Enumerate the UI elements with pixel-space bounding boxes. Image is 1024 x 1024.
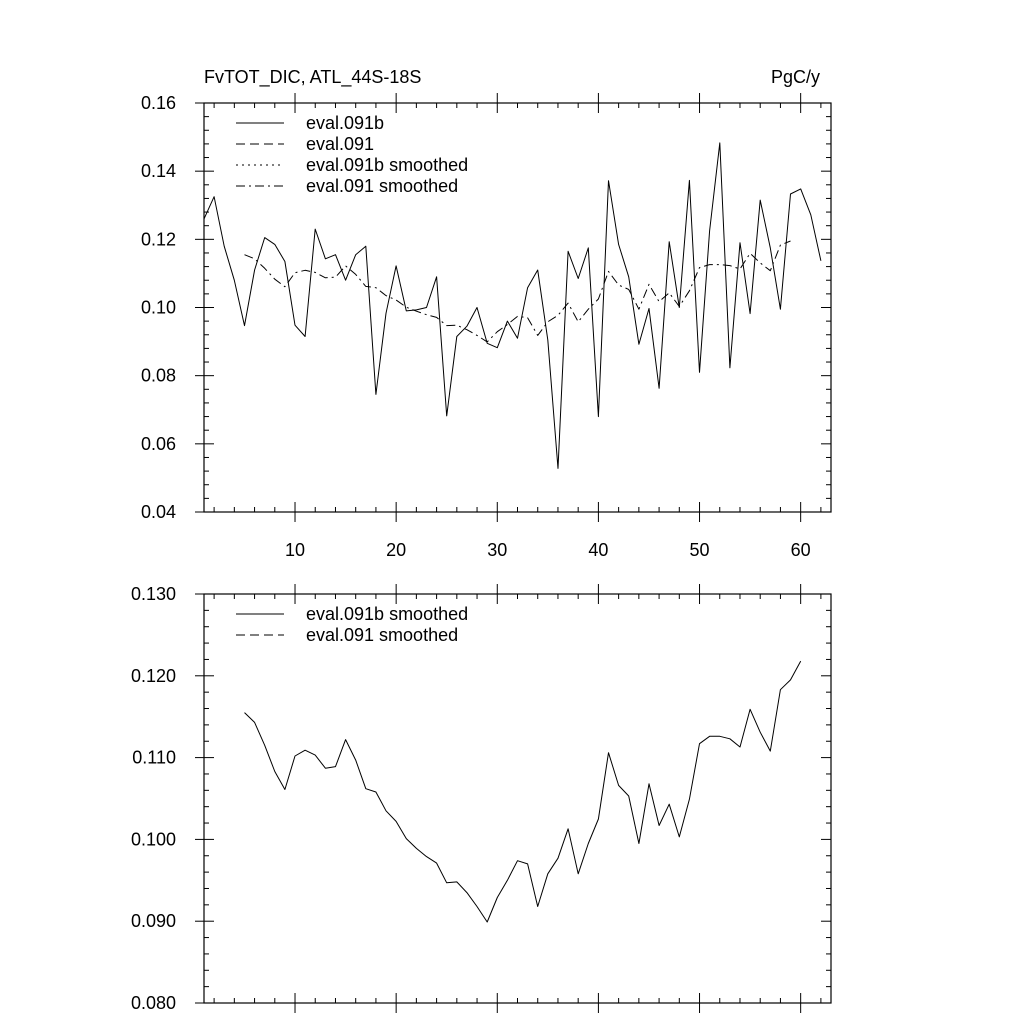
- y-tick-label: 0.10: [140, 297, 176, 318]
- y-tick-label: 0.110: [132, 747, 176, 768]
- chart-units-label: PgC/y: [770, 67, 820, 87]
- legend-label: eval.091b: [306, 113, 385, 133]
- y-tick-label: 0.06: [140, 433, 176, 454]
- series-line-eval-091b: [204, 143, 821, 469]
- legend-label: eval.091b smoothed: [306, 155, 469, 175]
- series-line-eval-091-smoothed: [245, 661, 801, 922]
- x-tick-label: 60: [790, 540, 811, 560]
- x-tick-label: 30: [487, 540, 508, 560]
- legend-label: eval.091: [306, 134, 375, 154]
- series-line-eval-091-smoothed: [245, 241, 791, 342]
- y-tick-label: 0.100: [130, 829, 176, 850]
- x-tick-label: 10: [285, 540, 306, 560]
- y-tick-label: 0.130: [130, 584, 176, 604]
- bottom-panel: [131, 584, 831, 1013]
- y-tick-label: 0.12: [140, 229, 176, 250]
- x-tick-label: 50: [689, 540, 710, 560]
- plot-frame: [204, 103, 831, 512]
- y-tick-label: 0.04: [140, 502, 176, 522]
- top-panel: [141, 93, 831, 560]
- plot-frame: [204, 594, 831, 1003]
- y-tick-label: 0.120: [130, 665, 176, 686]
- y-tick-label: 0.08: [140, 365, 176, 386]
- legend-label: eval.091b smoothed: [306, 604, 469, 624]
- y-tick-label: 0.16: [140, 93, 176, 113]
- legend-label: eval.091 smoothed: [306, 625, 459, 645]
- y-tick-label: 0.080: [130, 993, 176, 1013]
- x-tick-label: 40: [588, 540, 609, 560]
- chart-title-left: FvTOT_DIC, ATL_44S-18S: [204, 67, 422, 87]
- legend-label: eval.091 smoothed: [306, 176, 459, 196]
- y-tick-label: 0.14: [140, 161, 176, 182]
- x-tick-label: 20: [386, 540, 407, 560]
- y-tick-label: 0.090: [130, 911, 176, 932]
